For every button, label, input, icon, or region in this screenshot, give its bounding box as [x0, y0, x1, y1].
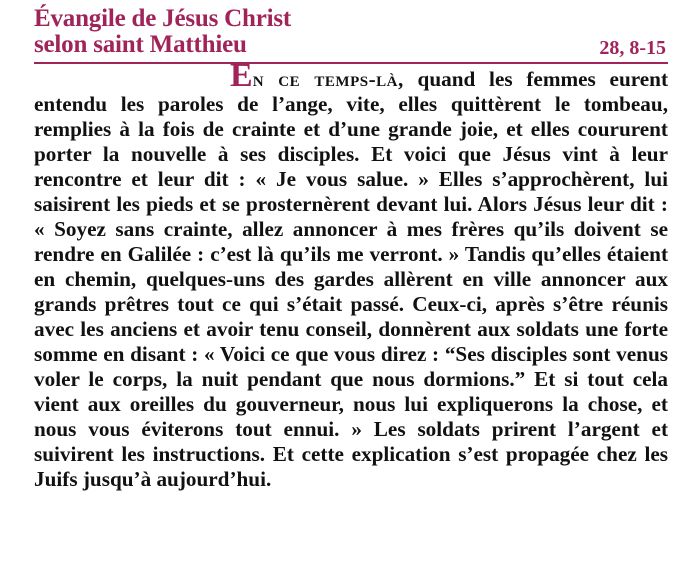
scripture-reference: 28, 8-15 — [599, 37, 666, 59]
gospel-body: quand les femmes eurent entendu les paroles de l’ange, vite, elles quittèrent le tombeau, remplies à la fois de crainte et d’une grande joie, et elles coururent porter la nouvelle à ses disciples. Et voici que Jésus vint à leur rencontre et leur dit : « Je vous salue. » Elles s’approchèrent, lui saisirent les pieds et se prosternèrent devant lui. Alors Jésus leur dit : « Soyez sans crainte, allez annoncer à mes frères qu’ils doivent se rendre en Galilée : c’est là qu’ils me verront. » Tandis qu’elles étaient en chemin, quelques-uns des gardes allèrent en ville annoncer aux grands prêtres tout ce qui s’était passé. Ceux-ci, après s’être réunis avec les anciens et avoir tenu conseil, donnèrent aux soldats une forte somme en disant : « Voici ce que vous direz : “Ses disciples sont venus voler le corps, la nuit pendant que nous dormions.” Et si tout cela vient aux oreilles du gouverneur, nous lui expliquerons la chose, et nous vous éviterons tout ennui. » Les soldats prirent l’argent et suivirent les instructions. Et cette explication s’est propagée chez les Juifs jusqu’à aujourd’hui. — [34, 67, 668, 491]
opening-words: n ce temps-là, — [252, 67, 404, 91]
gospel-title — [34, 6, 668, 58]
gospel-title-line-2: selon saint Matthieu — [34, 31, 247, 58]
gospel-header — [34, 6, 668, 64]
gospel-title-line-1: Évangile de Jésus Christ — [34, 5, 292, 32]
gospel-text — [34, 57, 668, 492]
drop-cap: E — [230, 57, 253, 94]
